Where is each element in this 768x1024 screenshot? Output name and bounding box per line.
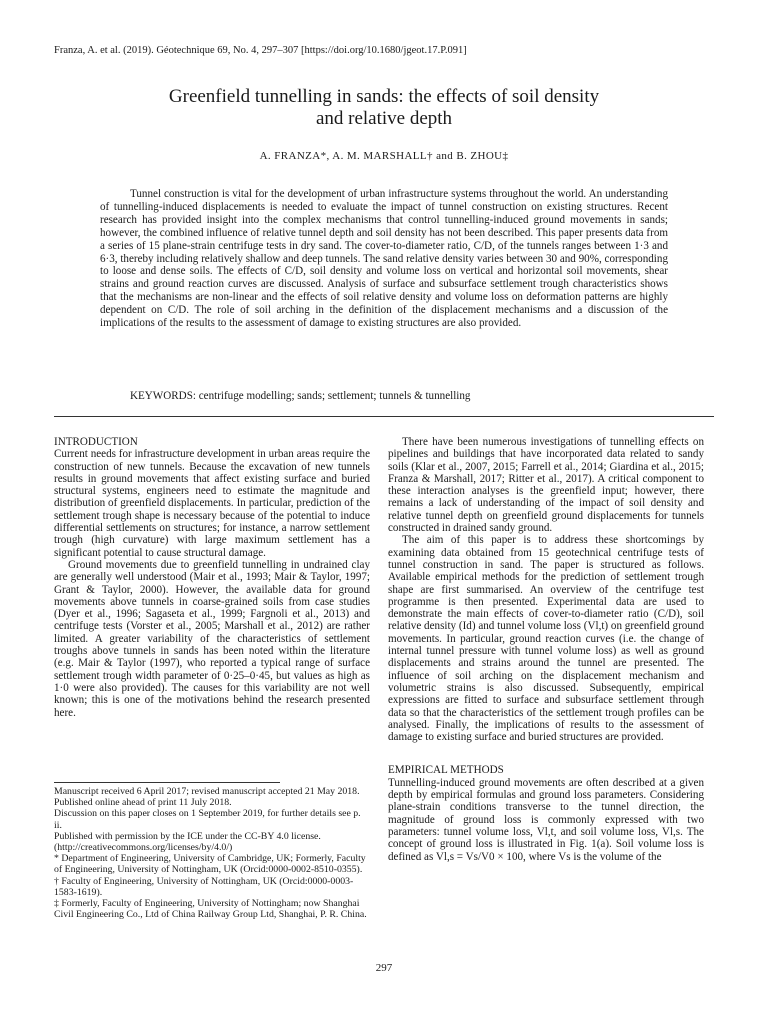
intro-paragraph-2: Ground movements due to greenfield tunnelling in undrained clay are generally well understood (Mair et al., 1993; Mair & Taylor, 1997; Grant & Taylor, 2000). However, the available data for ground movements above tunnels in coarse-grained soils from case studies (Dyer et al., 1996; Sagaseta et al., 1999; Fargnoli et al., 2013) and centrifuge tests (Vorster et al., 2005; Marshall et al., 2012) are rather limited. A greater variability of the characteristics of settlement troughs above tunnels in sands has been noted within the literature (e.g. Mair & Taylor (1997), who reported a typical range of surface settlement trough width parameter of 0·25–0·45, but values as high as 1·0 were also provided). The causes for this variability are not well known; this is one of the motivations behind the research presented here. [54, 558, 370, 719]
footnote-affiliation-2: † Faculty of Engineering, University of Nottingham, UK (Orcid:0000-0003-1583-1619). [54, 875, 354, 898]
body-paragraph-1: There have been numerous investigations of tunnelling effects on pipelines and buildings that have incorporated data related to sandy soils (Klar et al., 2007, 2015; Farrell et al., 2014; Giardina et al., 2015; Franza & Marshall, 2017; Ritter et al., 2017). A critical component to these interaction analyses is the greenfield input; however, there remains a lack of understanding of the impact of soil density and relative tunnel depth on greenfield ground displacements for tunnels constructed in drained sandy ground. [388, 436, 704, 535]
abstract: Tunnel construction is vital for the development of urban infrastructure systems throughout the world. An understanding of tunnelling-induced displacements is needed to evaluate the impact of tunnel construction on existing structures. Recent research has provided insight into the complex mechanisms that control tunnelling-induced ground movements in sands; however, the combined influence of relative tunnel depth and soil density has not been described. This paper presents data from a series of 15 plane-strain centrifuge tests in dry sand. The cover-to-diameter ratio, C/D, of the tunnels ranges between 1·3 and 6·3, thereby including relatively shallow and deep tunnels. The sand relative density varies between 30 and 90%, corresponding to loose and dense soils. The effects of C/D, soil density and volume loss on vertical and horizontal soil movements, shear strains and ground reaction curves are discussed. Analysis of surface and subsurface settlement trough characteristics shows that the mechanisms are non-linear and the effects of soil relative density and volume loss on deformation patterns are highly dependent on C/D. The role of soil arching in the definition of the displacement mechanisms and a discussion of the implications of the results to the assessment of damage to existing structures are also provided. [100, 188, 668, 330]
footnote-affiliation-3: ‡ Formerly, Faculty of Engineering, University of Nottingham; now Shanghai Civil Engineering Co., Ltd of China Railway Group Ltd, Shanghai, P. R. China. [54, 898, 367, 921]
footnote-license: Published with permission by the ICE under the CC-BY 4.0 license. (http://creativecommons.org/licenses/by/4.0/) [54, 830, 321, 854]
intro-paragraph-1: Current needs for infrastructure development in urban areas require the construction of new tunnels. Because the excavation of new tunnels results in ground movements that affect existing surface and buried structural systems, engineers need to estimate the magnitude and distribution of greenfield displacements. In particular, prediction of the settlement trough shape is necessary because of the potential to induce differential settlements on structures; for instance, a narrow settlement trough (high curvature) with large maximum settlement has a significant potential to cause structural damage. [54, 448, 370, 559]
empirical-paragraph-1: Tunnelling-induced ground movements are often described at a given depth by empirical formulas and ground loss parameters. Considering plane-strain conditions transverse to the tunnel direction, the magnitude of ground loss is commonly expressed with two parameters: tunnel volume loss, Vl,t, and soil volume loss, Vl,s. The concept of ground loss is illustrated in Fig. 1(a). Soil volume loss is defined as Vl,s = Vs/V0 × 100, where Vs is the volume of the [388, 776, 704, 863]
keywords: KEYWORDS: centrifuge modelling; sands; settlement; tunnels & tunnelling [130, 390, 471, 402]
author-list: A. FRANZA*, A. M. MARSHALL† and B. ZHOU‡ [259, 150, 509, 162]
header-divider [54, 416, 714, 417]
right-column [388, 436, 704, 863]
paper-title [84, 86, 684, 130]
footnote-divider [54, 782, 280, 783]
left-column [54, 436, 370, 719]
citation-header: Franza, A. et al. (2019). Géotechnique 69, No. 4, 297–307 [https://doi.org/10.1680/jgeot.17.P.091] [54, 45, 467, 56]
footnote-affiliation-1: * Department of Engineering, University of Cambridge, UK; Formerly, Faculty of Engineering, University of Nottingham, UK (Orcid:0000-0002-8510-0355). [54, 853, 366, 876]
section-gap [388, 743, 704, 764]
title-line-2: and relative depth [315, 108, 453, 129]
section-heading-introduction: INTRODUCTION [54, 436, 138, 448]
section-heading-empirical-methods: EMPIRICAL METHODS [388, 764, 504, 777]
body-paragraph-2: The aim of this paper is to address these shortcomings by examining data obtained from 15 geotechnical centrifuge tests of tunnel construction in sand. The paper is structured as follows. Available empirical methods for the prediction of settlement trough shape are first summarised. An overview of the centrifuge test programme is then presented. Experimental data are used to demonstrate the main effects of cover-to-diameter ratio (C/D), soil relative density (Id) and tunnel volume loss (Vl,t) on greenfield ground movements. In particular, ground reaction curves (i.e. the change of internal tunnel pressure with tunnel volume loss) as well as ground displacements and strains around the tunnel are presented. The influence of soil arching on the displacement mechanism and volumetric strains is also discussed. Subsequently, empirical expressions are fitted to surface and subsurface settlement through data so that the characteristics of the settlement trough profiles can be analysed. Finally, the implications of results to the assessment of damage to existing surface and buried structures are provided. [388, 534, 704, 744]
footnote-received: Manuscript received 6 April 2017; revised manuscript accepted 21 May 2018. Published online ahead of print 11 July 2018. [54, 786, 360, 809]
title-line-1: Greenfield tunnelling in sands: the effects of soil density [168, 86, 600, 107]
page-number: 297 [375, 962, 393, 974]
footnote-discussion: Discussion on this paper closes on 1 September 2019, for further details see p. ii. [54, 808, 361, 831]
footnotes [54, 786, 370, 920]
